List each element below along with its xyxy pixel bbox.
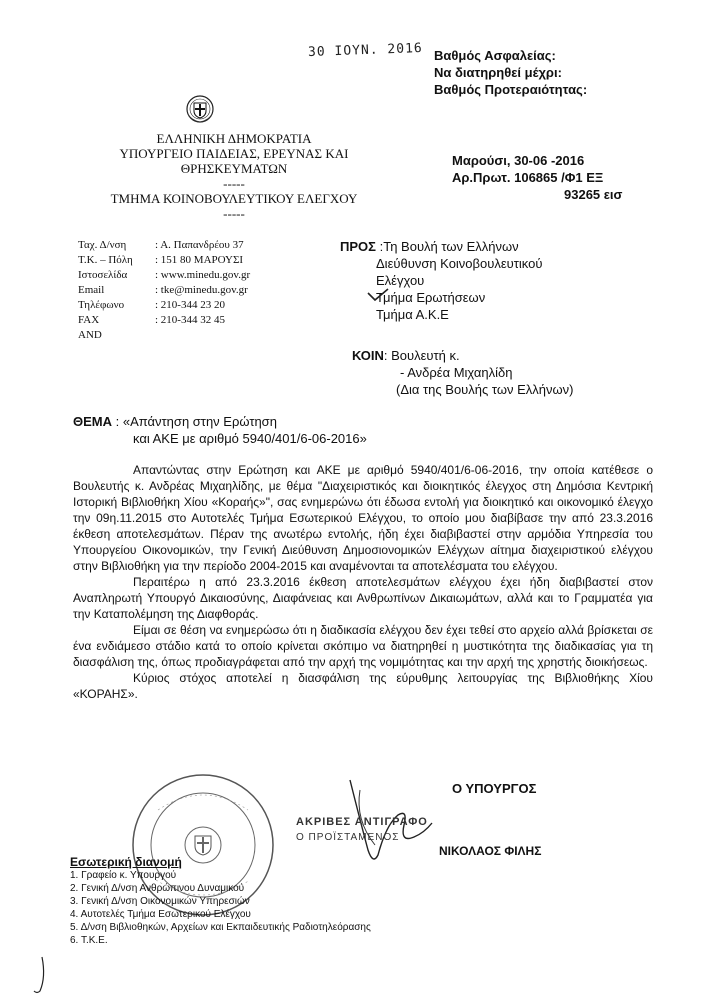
contact-value: : www.minedu.gov.gr — [155, 269, 251, 281]
minister-name: ΝΙΚΟΛΑΟΣ ΦΙΛΗΣ — [439, 844, 542, 858]
contact-label: Ιστοσελίδα — [78, 269, 128, 281]
internal-distribution — [70, 856, 371, 947]
body-paragraph: Περαιτέρω η από 23.3.2016 έκθεση αποτελεσμάτων ελέγχου έχει ήδη διαβιβαστεί στον Αναπληρωτή Υπουργό Δικαιοσύνης, Διαφάνειας και Ανθρωπίνων Δικαιωμάτων, αλλά και το Γραμματέα για την Καταπολέμηση της Διαφθοράς. — [73, 575, 653, 621]
distribution-item: 1. Γραφείο κ. Υπουργού — [70, 870, 177, 881]
header-separator: ----- — [223, 176, 245, 191]
retention-label: Να διατηρηθεί μέχρι: — [434, 65, 562, 80]
protocol-number: Αρ.Πρωτ. 106865 /Φ1 ΕΞ — [452, 170, 604, 185]
contact-label: Ταχ. Δ/νση — [78, 239, 127, 251]
recipient-line: Τμήμα Α.Κ.Ε — [376, 307, 449, 322]
distribution-item: 2. Γενική Δ/νση Ανθρώπινου Δυναμικού — [70, 883, 245, 894]
distribution-item: 5. Δ/νση Βιβλιοθηκών, Αρχείων και Εκπαιδευτικής Ραδιοτηλεόρασης — [70, 922, 371, 933]
greek-emblem-icon — [185, 94, 215, 124]
republic-name: ΕΛΛΗΝΙΚΗ ΔΗΜΟΚΡΑΤΙΑ — [156, 131, 312, 146]
ministry-name-line1: ΥΠΟΥΡΓΕΙΟ ΠΑΙΔΕΙΑΣ, ΕΡΕΥΝΑΣ ΚΑΙ — [119, 146, 349, 161]
copy-to-line: (Δια της Βουλής των Ελλήνων) — [396, 382, 574, 397]
document-date: Μαρούσι, 30-06 -2016 — [452, 153, 585, 168]
body-paragraph: Απαντώντας στην Ερώτηση και ΑΚΕ με αριθμό 5940/401/6-06-2016, την οποία κατέθεσε ο Βουλευτής κ. Ανδρέας Μιχαηλίδης, με θέμα "Διαχειριστικός και διοικητικός έλεγχος στη Δημόσια Κεντρική Ιστορική Βιβλιοθήκη Χίου «Κοραής»", σας ενημερώνω ότι έδωσα εντολή για διοικητικό και οικονομικό έλεγχο την 09η.11.2015 στο Αυτοτελές Τμήμα Εσωτερικού Ελέγχου, το οποίο μου διαβίβασε την από 23.3.2016 έκθεση αποτελεσμάτων. Πέραν της ανωτέρω εντολής, ήδη έχει διαβιβαστεί στην αρμόδια Υπηρεσία του Υπουργείου Οικονομικών, την Γενική Διεύθυνση Δημοσιονομικών Ελέγχων αίτημα διαχειριστικού ελέγχου στην Βιβλιοθήκη για την περίοδο 2004-2015 και αναμένονται τα αποτελέσματα του ελέγχου. — [73, 463, 653, 573]
contact-value: : 210-344 32 45 — [155, 314, 225, 326]
certified-copy-label: ΑΚΡΙΒΕΣ ΑΝΤΙΓΡΑΦΟ — [296, 816, 428, 828]
contact-label: AND — [78, 329, 102, 341]
recipient-line: Τμήμα Ερωτήσεων — [376, 290, 486, 305]
handwritten-check-icon — [366, 287, 390, 303]
contact-row — [78, 253, 250, 268]
copy-to-line: - Ανδρέα Μιχαηλίδη — [400, 365, 513, 380]
contact-label: Τ.Κ. – Πόλη — [78, 254, 133, 266]
department-name: ΤΜΗΜΑ ΚΟΙΝΟΒΟΥΛΕΥΤΙΚΟΥ ΕΛΕΓΧΟΥ — [110, 191, 358, 206]
recipient-line: :Τη Βουλή των Ελλήνων — [379, 239, 519, 254]
priority-label: Βαθμός Προτεραιότητας: — [434, 82, 588, 97]
minister-title: Ο ΥΠΟΥΡΓΟΣ — [452, 781, 537, 796]
letter-body — [73, 462, 653, 702]
contact-value: : 151 80 ΜΑΡΟΥΣΙ — [155, 254, 244, 266]
ministry-header — [100, 131, 368, 221]
body-paragraph: Είμαι σε θέση να ενημερώσω ότι η διαδικασία ελέγχου δεν έχει τεθεί στο αρχείο αλλά βρίσκεται σε ένα ενδιάμεσο στάδιο κατά το οποίο κρίνεται σκόπιμο να διατηρηθεί η μυστικότητα της διαδικασίας για τη διασφάλιση της, όπως προδιαγράφεται από την αρχή της νομιμότητας και την αρχή της χρηστής διοικήσεως. — [73, 623, 653, 669]
distribution-item: 4. Αυτοτελές Τμήμα Εσωτερικού Ελέγχου — [70, 909, 251, 920]
contact-row — [78, 298, 250, 313]
copy-to-line: : Βουλευτή κ. — [383, 348, 460, 363]
distribution-item: 6. Τ.Κ.Ε. — [70, 935, 108, 946]
recipient-label: ΠΡΟΣ — [340, 239, 376, 254]
subject-line: : «Απάντηση στην Ερώτηση — [115, 414, 277, 429]
copy-to-block — [352, 347, 573, 398]
recipient-line: Διεύθυνση Κοινοβουλευτικού — [376, 256, 543, 271]
copy-to-label: ΚΟΙΝ — [352, 348, 384, 363]
contact-value: : Α. Παπανδρέου 37 — [155, 239, 244, 251]
security-classification — [434, 47, 587, 98]
contact-row — [78, 313, 250, 328]
contact-row — [78, 238, 250, 253]
contact-label: Τηλέφωνο — [78, 299, 125, 311]
body-paragraph: Κύριος στόχος αποτελεί η διασφάλιση της εύρυθμης λειτουργίας της Βιβλιοθήκης Χίου «ΚΟΡΑΗΣ». — [73, 671, 653, 701]
contact-row — [78, 283, 250, 298]
security-level-label: Βαθμός Ασφαλείας: — [434, 48, 556, 63]
subject-block — [73, 413, 367, 447]
contact-label: FAX — [78, 314, 100, 326]
subject-line: και ΑΚΕ με αριθμό 5940/401/6-06-2016» — [133, 431, 367, 446]
document-meta — [452, 152, 622, 203]
ministry-name-line2: ΘΡΗΣΚΕΥΜΑΤΩΝ — [180, 161, 288, 176]
head-of-department-label: Ο ΠΡΟΪΣΤΑΜΕΝΟΣ — [296, 832, 400, 843]
contact-row — [78, 268, 250, 283]
contact-label: Email — [78, 284, 105, 296]
recipient-block — [340, 238, 542, 323]
recipient-line: Ελέγχου — [376, 273, 425, 288]
contact-info — [78, 238, 250, 343]
distribution-title: Εσωτερική διανομή — [70, 855, 182, 869]
contact-value: : tke@minedu.gov.gr — [155, 284, 248, 296]
margin-mark-icon — [30, 955, 50, 995]
header-separator: ----- — [223, 206, 245, 221]
contact-value: : 210-344 23 20 — [155, 299, 225, 311]
subject-label: ΘΕΜΑ — [73, 414, 112, 429]
protocol-incoming: 93265 εισ — [564, 187, 623, 202]
contact-row — [78, 328, 250, 343]
certified-copy-stamp — [296, 814, 432, 846]
received-date-stamp: 30 ΙΟΥΝ. 2016 — [307, 41, 423, 60]
distribution-item: 3. Γενική Δ/νση Οικονομικών Υπηρεσιών — [70, 896, 250, 907]
